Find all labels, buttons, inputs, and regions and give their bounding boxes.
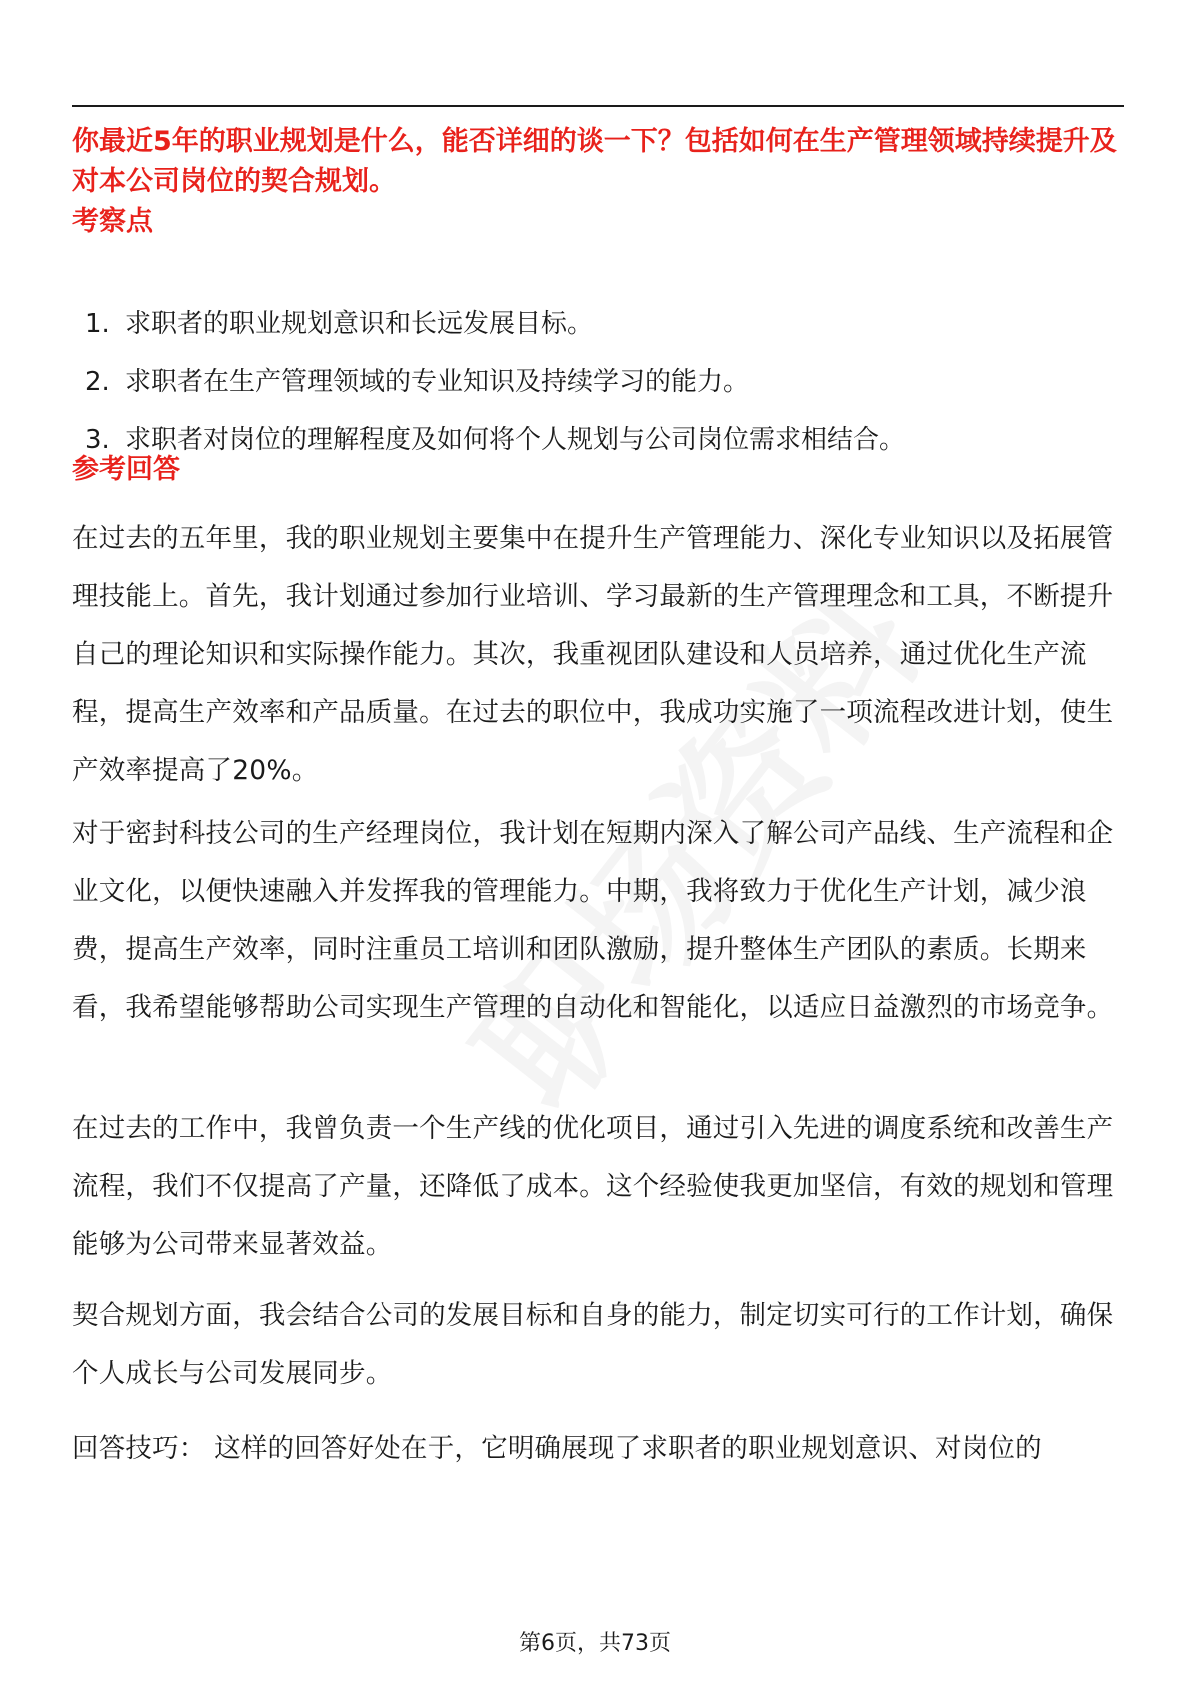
answer-paragraph-2: 对于密封科技公司的生产经理岗位，我计划在短期内深入了解公司产品线、生产流程和企业文化，以便快速融入并发挥我的管理能力。中期，我将致力于优化生产计划，减少浪费，提高生产效率，同时注重员工培训和团队激励，提升整体生产团队的素质。长期来看，我希望能够帮助公司实现生产管理的自动化和智能化，以适应日益激烈的市场竞争。: [72, 818, 1114, 1023]
answer-paragraph-3: 在过去的工作中，我曾负责一个生产线的优化项目，通过引入先进的调度系统和改善生产流程，我们不仅提高了产量，还降低了成本。这个经验使我更加坚信，有效的规划和管理能够为公司带来显著效益。: [72, 1113, 1114, 1260]
answer-tip: 回答技巧： 这样的回答好处在于，它明确展现了求职者的职业规划意识、对岗位的: [72, 1433, 1042, 1464]
answer-paragraph-4: 契合规划方面，我会结合公司的发展目标和自身的能力，制定切实可行的工作计划，确保个人成长与公司发展同步。: [72, 1300, 1114, 1389]
section-title-answer: 参考回答: [72, 454, 180, 485]
list-item: 3. 求职者对岗位的理解程度及如何将个人规划与公司岗位需求相结合。: [85, 425, 906, 455]
question-heading: 你最近5年的职业规划是什么，能否详细的谈一下？包括如何在生产管理领域持续提升及对本公司岗位的契合规划。: [72, 126, 1117, 197]
section-title-points: 考察点: [72, 206, 153, 237]
answer-paragraph-1: 在过去的五年里，我的职业规划主要集中在提升生产管理能力、深化专业知识以及拓展管理技能上。首先，我计划通过参加行业培训、学习最新的生产管理理念和工具，不断提升自己的理论知识和实际操作能力。其次，我重视团队建设和人员培养，通过优化生产流程，提高生产效率和产品质量。在过去的职位中，我成功实施了一项流程改进计划，使生产效率提高了20%。: [72, 523, 1114, 786]
page-number: 第6页，共73页: [519, 1631, 671, 1656]
list-item: 1. 求职者的职业规划意识和长远发展目标。: [85, 309, 594, 339]
list-item: 2. 求职者在生产管理领域的专业知识及持续学习的能力。: [85, 367, 750, 397]
points-list: [85, 295, 905, 469]
top-divider: [72, 105, 1124, 107]
